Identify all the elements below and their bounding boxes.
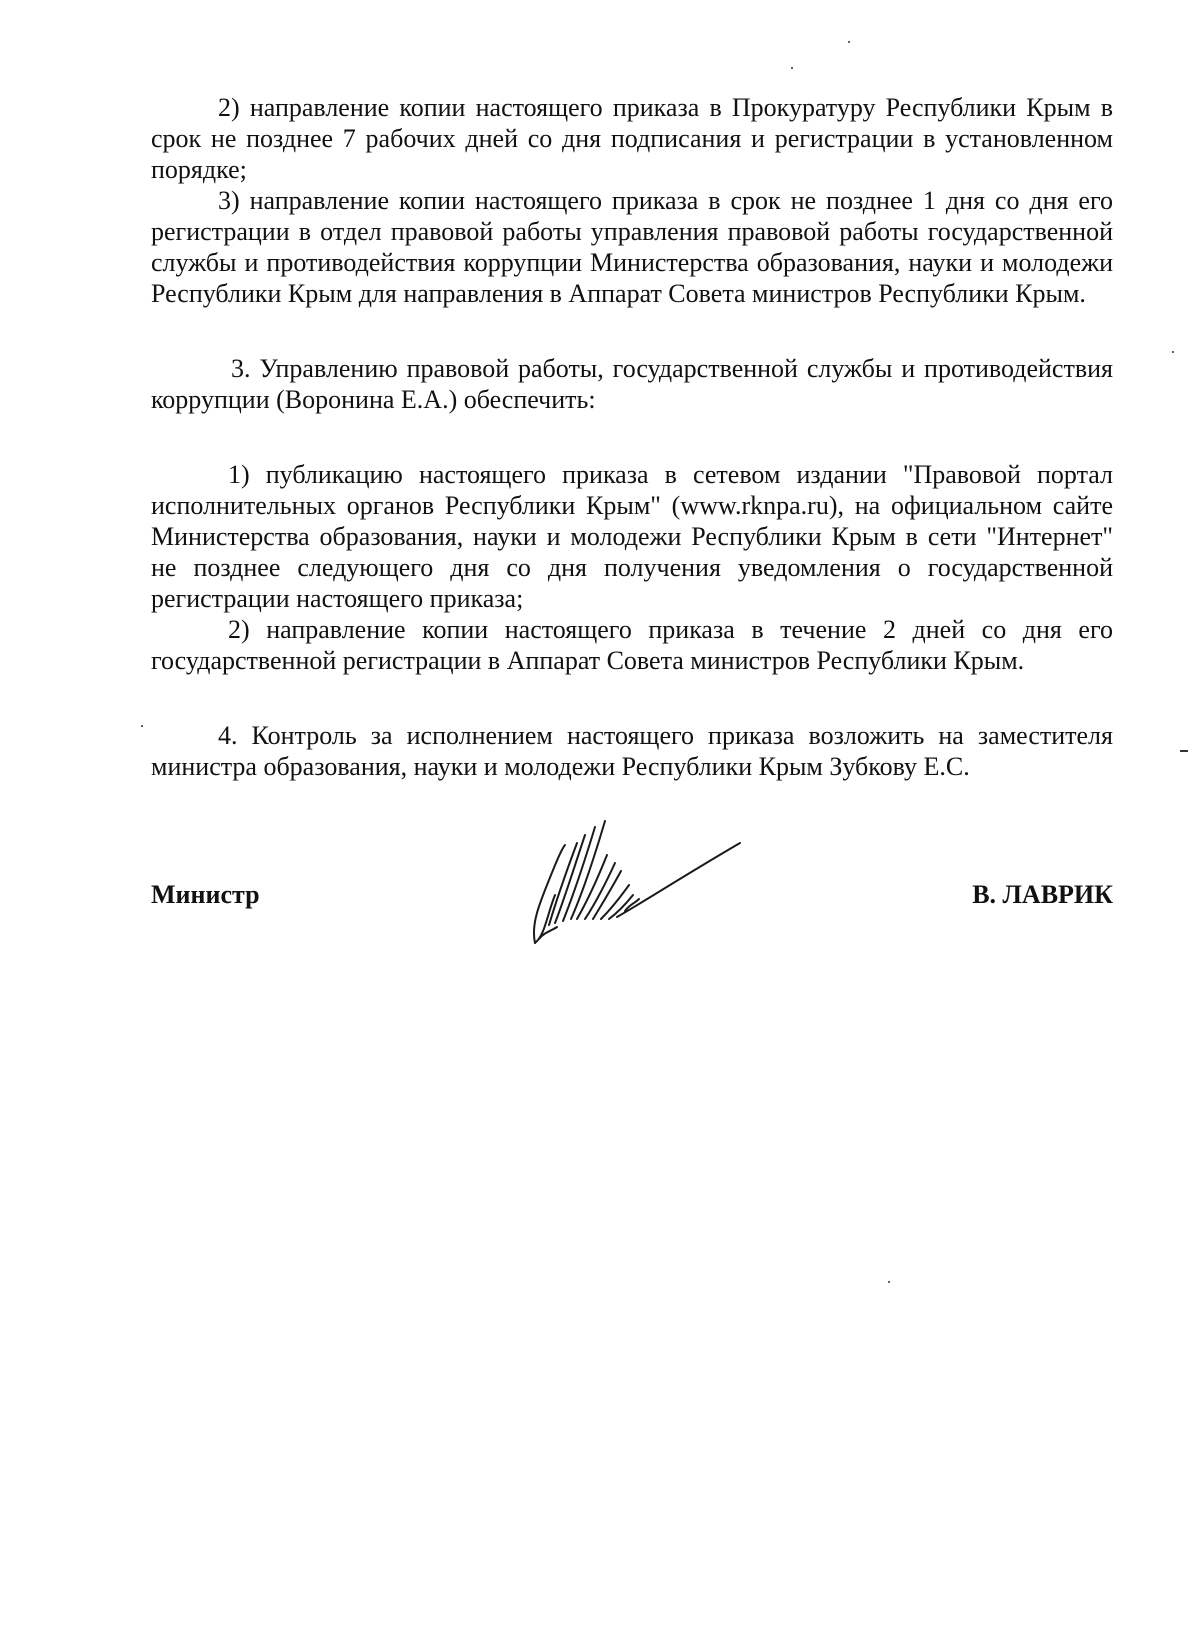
paragraph-control: 4. Контроль за исполнением настоящего приказа возложить на заместителя министра образования, науки и молодежи Республики Крым Зубкову Е.С.	[151, 721, 1113, 781]
paragraph-legal-department: 3. Управлению правовой работы, государственной службы и противодействия коррупции (Воронина Е.А.) обеспечить:	[151, 354, 1113, 414]
scan-speck	[1172, 351, 1174, 353]
scan-speck	[1180, 750, 1188, 752]
signatory-title: Министр	[151, 880, 260, 909]
scan-speck	[848, 41, 850, 43]
paragraph-council-copy: 2) направление копии настоящего приказа в течение 2 дней со дня его государственной регистрации в Аппарат Совета министров Республики Крым.	[151, 615, 1113, 675]
signature-block	[151, 880, 1113, 940]
signatory-name: В. ЛАВРИК	[972, 880, 1113, 909]
scan-speck	[888, 1281, 890, 1283]
paragraph-publication: 1) публикацию настоящего приказа в сетевом издании "Правовой портал исполнительных органов Республики Крым" (www.rknpa.ru), на официальном сайте Министерства образования, науки и молодежи Республики Крым в сети "Интернет" не позднее следующего дня со дня получения уведомления о государственной регистрации настоящего приказа;	[151, 460, 1113, 613]
paragraph-ministry-copy: 3) направление копии настоящего приказа в срок не позднее 1 дня со дня его регистрации в отдел правовой работы управления правовой работы государственной службы и противодействия коррупции Министерства образования, науки и молодежи Республики Крым для направления в Аппарат Совета министров Республики Крым.	[151, 186, 1113, 308]
scan-speck	[141, 725, 143, 727]
scan-speck	[791, 67, 793, 69]
body-text	[151, 92, 1113, 782]
paragraph-prosecutor-copy: 2) направление копии настоящего приказа в Прокуратуру Республики Крым в срок не позднее 7 рабочих дней со дня подписания и регистрации в установленном порядке;	[151, 93, 1113, 184]
